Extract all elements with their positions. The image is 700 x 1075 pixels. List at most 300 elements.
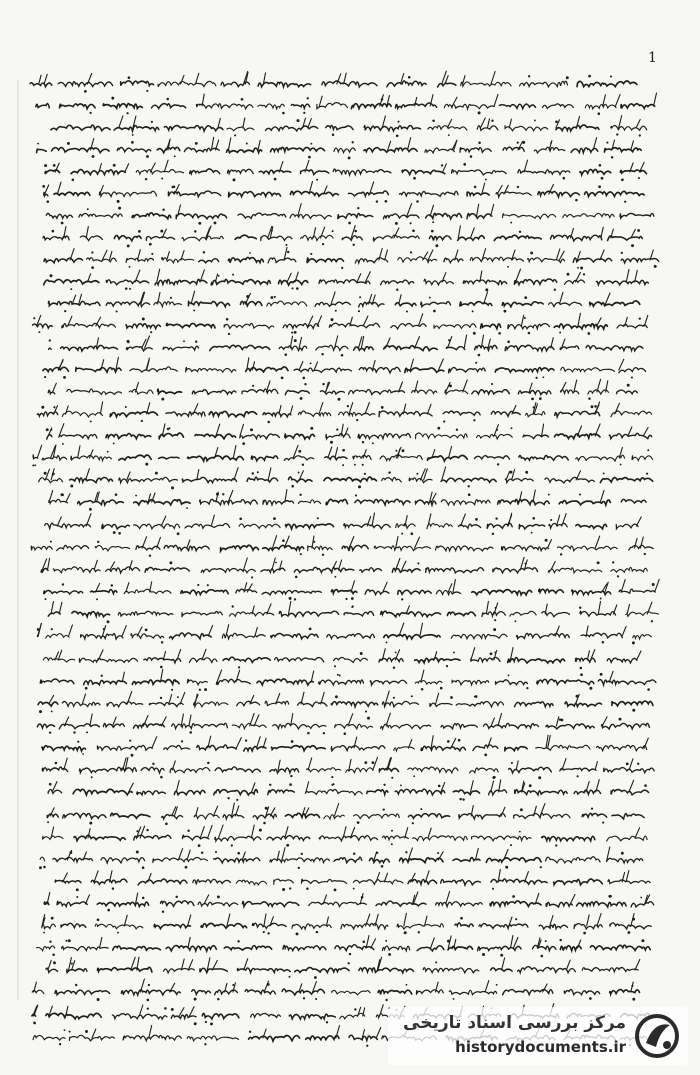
handwriting-word [315, 302, 350, 306]
watermark-title: مرکز بررسی اسناد تاریخی [403, 1013, 626, 1033]
handwriting-dot [351, 597, 354, 600]
handwriting-word [106, 434, 151, 439]
handwriting-word [441, 724, 477, 729]
handwriting-word [274, 879, 294, 884]
handwriting-ascender [334, 804, 338, 817]
handwriting-word [319, 280, 370, 284]
handwriting-dot [52, 472, 55, 475]
handwriting-word [163, 346, 198, 350]
handwriting-word [560, 346, 579, 349]
handwriting-ascender [491, 781, 494, 792]
handwriting-ascender [644, 315, 647, 326]
handwriting-ascender [191, 291, 195, 304]
handwriting-word [187, 1036, 238, 1041]
handwriting-word [367, 790, 388, 795]
handwriting-ascender [78, 446, 80, 458]
handwriting-word [590, 301, 640, 306]
handwriting-ascender [516, 269, 521, 282]
handwriting-word [381, 611, 441, 617]
handwriting-dot [447, 740, 450, 743]
handwriting-dot [459, 798, 461, 800]
handwriting-word [560, 768, 596, 771]
handwriting-ascender [149, 1025, 152, 1038]
handwriting-word [58, 82, 112, 87]
handwriting-word [415, 658, 460, 663]
handwriting-dot [289, 597, 292, 600]
handwriting-word [335, 724, 373, 729]
handwriting-dot [411, 695, 413, 697]
handwriting-dot [252, 385, 254, 387]
handwriting-dot [198, 222, 201, 225]
handwriting-word [74, 835, 125, 841]
handwriting-word [61, 923, 86, 927]
handwriting-ascender [44, 74, 47, 84]
handwriting-word [114, 126, 159, 131]
handwriting-dot [203, 251, 205, 253]
handwriting-word [577, 902, 627, 907]
handwriting-ascender [464, 335, 466, 348]
handwriting-ascender [251, 825, 254, 838]
handwriting-dot [485, 179, 487, 181]
handwriting-word [138, 879, 187, 885]
handwriting-word [141, 767, 164, 773]
handwriting-dot [313, 541, 315, 543]
handwriting-ascender [255, 628, 257, 637]
handwriting-dot [62, 443, 64, 445]
handwriting-word [326, 499, 347, 505]
handwriting-word [444, 104, 494, 109]
handwriting-dot [478, 141, 481, 144]
handwriting-dot [89, 822, 92, 825]
handwriting-word [227, 169, 253, 173]
handwriting-word [470, 257, 523, 261]
handwriting-dot [174, 155, 176, 157]
handwriting-dot [303, 112, 305, 114]
handwriting-word [78, 500, 124, 505]
handwriting-dot [274, 178, 277, 181]
handwriting-ascender [163, 651, 165, 660]
handwriting-dot [490, 652, 493, 655]
handwriting-dot [475, 518, 478, 521]
handwriting-dot [201, 851, 203, 853]
handwriting-word [79, 213, 122, 217]
handwriting-dot [321, 353, 323, 355]
handwriting-word [229, 192, 281, 197]
handwriting-word [505, 747, 527, 751]
handwriting-dot [456, 429, 458, 431]
handwriting-word [563, 213, 614, 217]
handwriting-dot [160, 666, 163, 669]
handwriting-dot [68, 939, 71, 942]
handwriting-word [189, 301, 230, 306]
handwriting-dot [492, 888, 494, 890]
handwriting-dot [599, 164, 602, 167]
handwriting-word [263, 412, 291, 416]
handwriting-word [192, 990, 211, 995]
handwriting-word [48, 790, 62, 794]
handwriting-dot [600, 598, 602, 600]
handwriting-ascender [461, 514, 466, 526]
handwriting-dot [241, 98, 244, 101]
handwriting-dot [295, 576, 298, 579]
handwriting-dot [166, 98, 169, 101]
handwriting-ascender [267, 604, 271, 614]
handwriting-ascender [587, 915, 590, 926]
handwriting-word [611, 126, 647, 131]
handwriting-dot [70, 485, 73, 488]
handwriting-word [565, 702, 602, 707]
handwriting-dot [410, 251, 412, 253]
handwriting-word [456, 702, 503, 707]
handwriting-dot [187, 830, 189, 832]
handwriting-word [374, 546, 431, 551]
handwriting-word [621, 499, 646, 503]
handwriting-word [467, 192, 489, 196]
handwriting-dot [207, 762, 209, 764]
handwriting-ascender [405, 828, 408, 838]
handwriting-word [445, 390, 468, 394]
handwriting-word [106, 280, 149, 285]
handwriting-dot [600, 673, 603, 676]
handwriting-ascender [339, 560, 342, 570]
handwriting-word [586, 346, 643, 351]
handwriting-dot [194, 230, 196, 232]
handwriting-ascender [628, 427, 632, 436]
handwriting-dot [103, 628, 105, 630]
handwriting-dot [559, 332, 561, 334]
handwriting-word [70, 478, 113, 483]
handwriting-dot [366, 1045, 368, 1047]
handwriting-word [611, 411, 652, 417]
handwriting-ascender [471, 648, 475, 660]
handwriting-ascender [431, 938, 435, 948]
handwriting-dot [639, 134, 641, 136]
handwriting-word [496, 192, 531, 197]
handwriting-dot [146, 829, 148, 831]
handwriting-dot [282, 539, 285, 542]
handwriting-word [224, 323, 274, 328]
handwriting-dot [554, 289, 556, 291]
handwriting-word [153, 857, 208, 862]
handwriting-ascender [509, 119, 511, 128]
handwriting-word [181, 590, 228, 595]
handwriting-ascender [463, 380, 468, 392]
handwriting-dot [291, 740, 294, 743]
handwriting-dot [291, 287, 293, 289]
handwriting-dot [621, 852, 624, 855]
handwriting-word [424, 279, 453, 285]
handwriting-dot [162, 910, 164, 912]
handwriting-word [322, 81, 377, 87]
handwriting-word [294, 368, 352, 372]
handwriting-dot [307, 732, 310, 735]
handwriting-ascender [178, 849, 182, 860]
handwriting-ascender [402, 561, 406, 570]
handwriting-dot [291, 332, 293, 334]
handwriting-ascender [233, 446, 236, 458]
handwriting-dot [151, 253, 153, 255]
handwriting-ascender [448, 337, 452, 349]
handwriting-ascender [597, 318, 602, 326]
handwriting-dot [111, 97, 114, 100]
handwriting-ascender [94, 560, 97, 570]
handwriting-word [509, 767, 552, 773]
handwriting-word [444, 258, 463, 262]
handwriting-dot [637, 763, 639, 765]
handwriting-ascender [595, 536, 599, 548]
handwriting-word [555, 411, 600, 416]
handwriting-ascender [94, 871, 98, 882]
handwriting-dot [274, 296, 276, 298]
handwriting-ascender [626, 871, 629, 882]
handwriting-dot [222, 493, 224, 495]
handwriting-ascender [384, 873, 387, 882]
handwriting-word [408, 879, 437, 884]
handwriting-dot [458, 739, 461, 742]
handwriting-word [326, 125, 353, 129]
handwriting-dot [316, 931, 318, 933]
handwriting-word [261, 236, 292, 241]
handwriting-word [632, 456, 653, 461]
handwriting-word [194, 814, 219, 819]
handwriting-dot [440, 687, 443, 690]
handwriting-dot [621, 178, 624, 181]
handwriting-word [608, 880, 650, 884]
handwriting-word [496, 680, 528, 685]
handwriting-word [505, 345, 554, 351]
handwriting-ascender [436, 693, 439, 704]
handwriting-dot [132, 134, 134, 136]
handwriting-word [423, 968, 479, 973]
handwriting-dot [347, 405, 349, 407]
handwriting-dot [85, 687, 88, 690]
handwriting-word [182, 612, 222, 617]
handwriting-word [332, 990, 370, 994]
handwriting-dot [63, 376, 66, 379]
handwriting-word [503, 147, 524, 151]
handwriting-word [267, 836, 310, 841]
handwriting-dot [129, 288, 131, 290]
handwriting-ascender [72, 295, 76, 304]
handwriting-ascender [273, 536, 277, 548]
handwriting-word [44, 590, 83, 594]
handwriting-dot [323, 732, 325, 734]
handwriting-word [517, 633, 570, 638]
handwriting-dot [217, 998, 219, 1000]
handwriting-word [53, 857, 93, 861]
handwriting-word [263, 545, 304, 550]
handwriting-word [360, 568, 382, 572]
handwriting-dot [335, 310, 337, 312]
handwriting-dot [412, 229, 415, 232]
handwriting-dot [450, 696, 453, 699]
handwriting-ascender [615, 403, 620, 414]
handwriting-dot [555, 120, 558, 123]
handwriting-ascender [480, 118, 485, 128]
handwriting-dot [583, 273, 585, 275]
handwriting-word [227, 127, 254, 131]
handwriting-dot [396, 134, 399, 137]
handwriting-dot [619, 718, 622, 721]
handwriting-dot [307, 97, 309, 99]
handwriting-dot [362, 441, 364, 443]
handwriting-dot [136, 851, 139, 854]
handwriting-word [62, 411, 102, 417]
handwriting-word [331, 746, 385, 751]
handwriting-dot [536, 377, 538, 379]
handwriting-word [145, 568, 189, 573]
handwriting-dot [566, 76, 569, 79]
handwriting-word [149, 702, 183, 706]
handwriting-word [334, 657, 368, 662]
handwriting-dot [337, 674, 339, 676]
handwriting-word [503, 990, 553, 995]
handwriting-word [251, 456, 277, 461]
handwriting-dot [376, 200, 378, 202]
handwriting-dot [309, 628, 312, 631]
handwriting-dot [86, 731, 88, 733]
handwriting-dot [354, 230, 357, 233]
handwriting-dot [207, 584, 209, 586]
handwriting-ascender [388, 141, 391, 150]
handwriting-word [494, 235, 541, 240]
handwriting-dot [294, 331, 297, 334]
handwriting-word [327, 634, 375, 639]
handwriting-dot [542, 376, 544, 378]
handwriting-ascender [129, 783, 134, 792]
handwriting-word [236, 589, 257, 593]
handwriting-ascender [511, 936, 513, 949]
handwriting-dot [175, 896, 177, 898]
handwriting-ascender [609, 671, 613, 682]
handwriting-word [247, 477, 278, 482]
handwriting-dot [532, 517, 535, 520]
handwriting-dot [34, 464, 36, 466]
handwriting-word [43, 836, 63, 839]
handwriting-word [387, 81, 426, 87]
handwriting-ascender [188, 937, 190, 948]
handwriting-ascender [45, 469, 49, 480]
handwriting-dot [335, 695, 338, 698]
handwriting-word [61, 345, 118, 351]
handwriting-dot [322, 243, 324, 245]
handwriting-ascender [51, 602, 54, 615]
handwriting-ascender [70, 249, 74, 260]
handwriting-word [576, 524, 607, 529]
handwriting-word [42, 456, 67, 460]
handwriting-dot [358, 485, 361, 488]
handwriting-dot [118, 532, 121, 535]
handwriting-dot [298, 450, 301, 453]
handwriting-dot [341, 267, 343, 269]
handwriting-word [380, 455, 422, 461]
handwriting-ascender [598, 601, 600, 614]
handwriting-word [503, 214, 556, 219]
handwriting-word [546, 857, 601, 863]
handwriting-word [612, 814, 644, 819]
handwriting-dot [306, 887, 308, 889]
handwriting-ascender [439, 359, 444, 370]
handwriting-ascender [258, 140, 260, 150]
handwriting-word [611, 567, 648, 572]
handwriting-word [103, 104, 142, 109]
handwriting-dot [601, 177, 604, 180]
handwriting-word [446, 347, 465, 350]
handwriting-word [97, 745, 152, 750]
handwriting-word [290, 191, 338, 196]
handwriting-word [349, 191, 389, 196]
handwriting-word [493, 568, 538, 573]
handwriting-word [298, 411, 330, 416]
handwriting-dot [508, 674, 510, 676]
page-number: 1 [648, 50, 657, 66]
handwriting-dot [491, 383, 493, 385]
handwriting-word [270, 858, 330, 863]
handwriting-word [71, 455, 112, 460]
handwriting-dot [97, 541, 99, 543]
handwriting-ascender [556, 717, 559, 726]
handwriting-dot [550, 519, 552, 521]
handwriting-dot [227, 797, 229, 799]
handwriting-word [76, 367, 121, 372]
handwriting-ascender [227, 914, 230, 926]
handwriting-ascender [208, 825, 213, 838]
handwriting-dot [647, 449, 649, 451]
handwriting-ascender [102, 250, 107, 260]
handwriting-ascender [533, 490, 535, 502]
handwriting-word [381, 280, 414, 285]
handwriting-dot [381, 406, 384, 409]
handwriting-word [510, 611, 536, 616]
handwriting-dot [214, 221, 217, 224]
handwriting-dot [49, 339, 51, 341]
handwriting-word [57, 545, 89, 550]
handwriting-dot [395, 450, 397, 452]
handwriting-dot [147, 999, 150, 1002]
handwriting-word [370, 680, 406, 685]
handwriting-dot [46, 428, 49, 431]
handwriting-dot [637, 229, 640, 232]
handwriting-ascender [180, 692, 185, 704]
handwriting-dot [69, 851, 72, 854]
handwriting-dot [468, 493, 471, 496]
handwriting-word [222, 633, 265, 638]
handwriting-dot [75, 984, 77, 986]
handwriting-word [131, 634, 164, 639]
handwriting-dot [646, 473, 648, 475]
handwriting-word [166, 946, 216, 951]
handwriting-dot [300, 553, 302, 555]
handwriting-ascender [299, 337, 301, 348]
handwriting-dot [545, 539, 548, 542]
handwriting-ascender [562, 759, 566, 770]
handwriting-ascender [448, 584, 452, 592]
handwriting-dot [353, 852, 355, 854]
handwriting-dot [602, 822, 604, 824]
handwriting-dot [298, 867, 300, 869]
handwriting-word [441, 500, 490, 505]
handwriting-word [620, 213, 654, 218]
handwriting-dot [342, 464, 344, 466]
handwriting-dot [271, 230, 273, 232]
handwriting-dot [249, 1031, 251, 1033]
handwriting-word [43, 236, 69, 240]
handwriting-word [329, 323, 379, 328]
handwriting-ascender [157, 537, 161, 548]
handwriting-dot [263, 931, 265, 933]
handwriting-word [373, 235, 419, 241]
handwriting-dot [550, 142, 552, 144]
